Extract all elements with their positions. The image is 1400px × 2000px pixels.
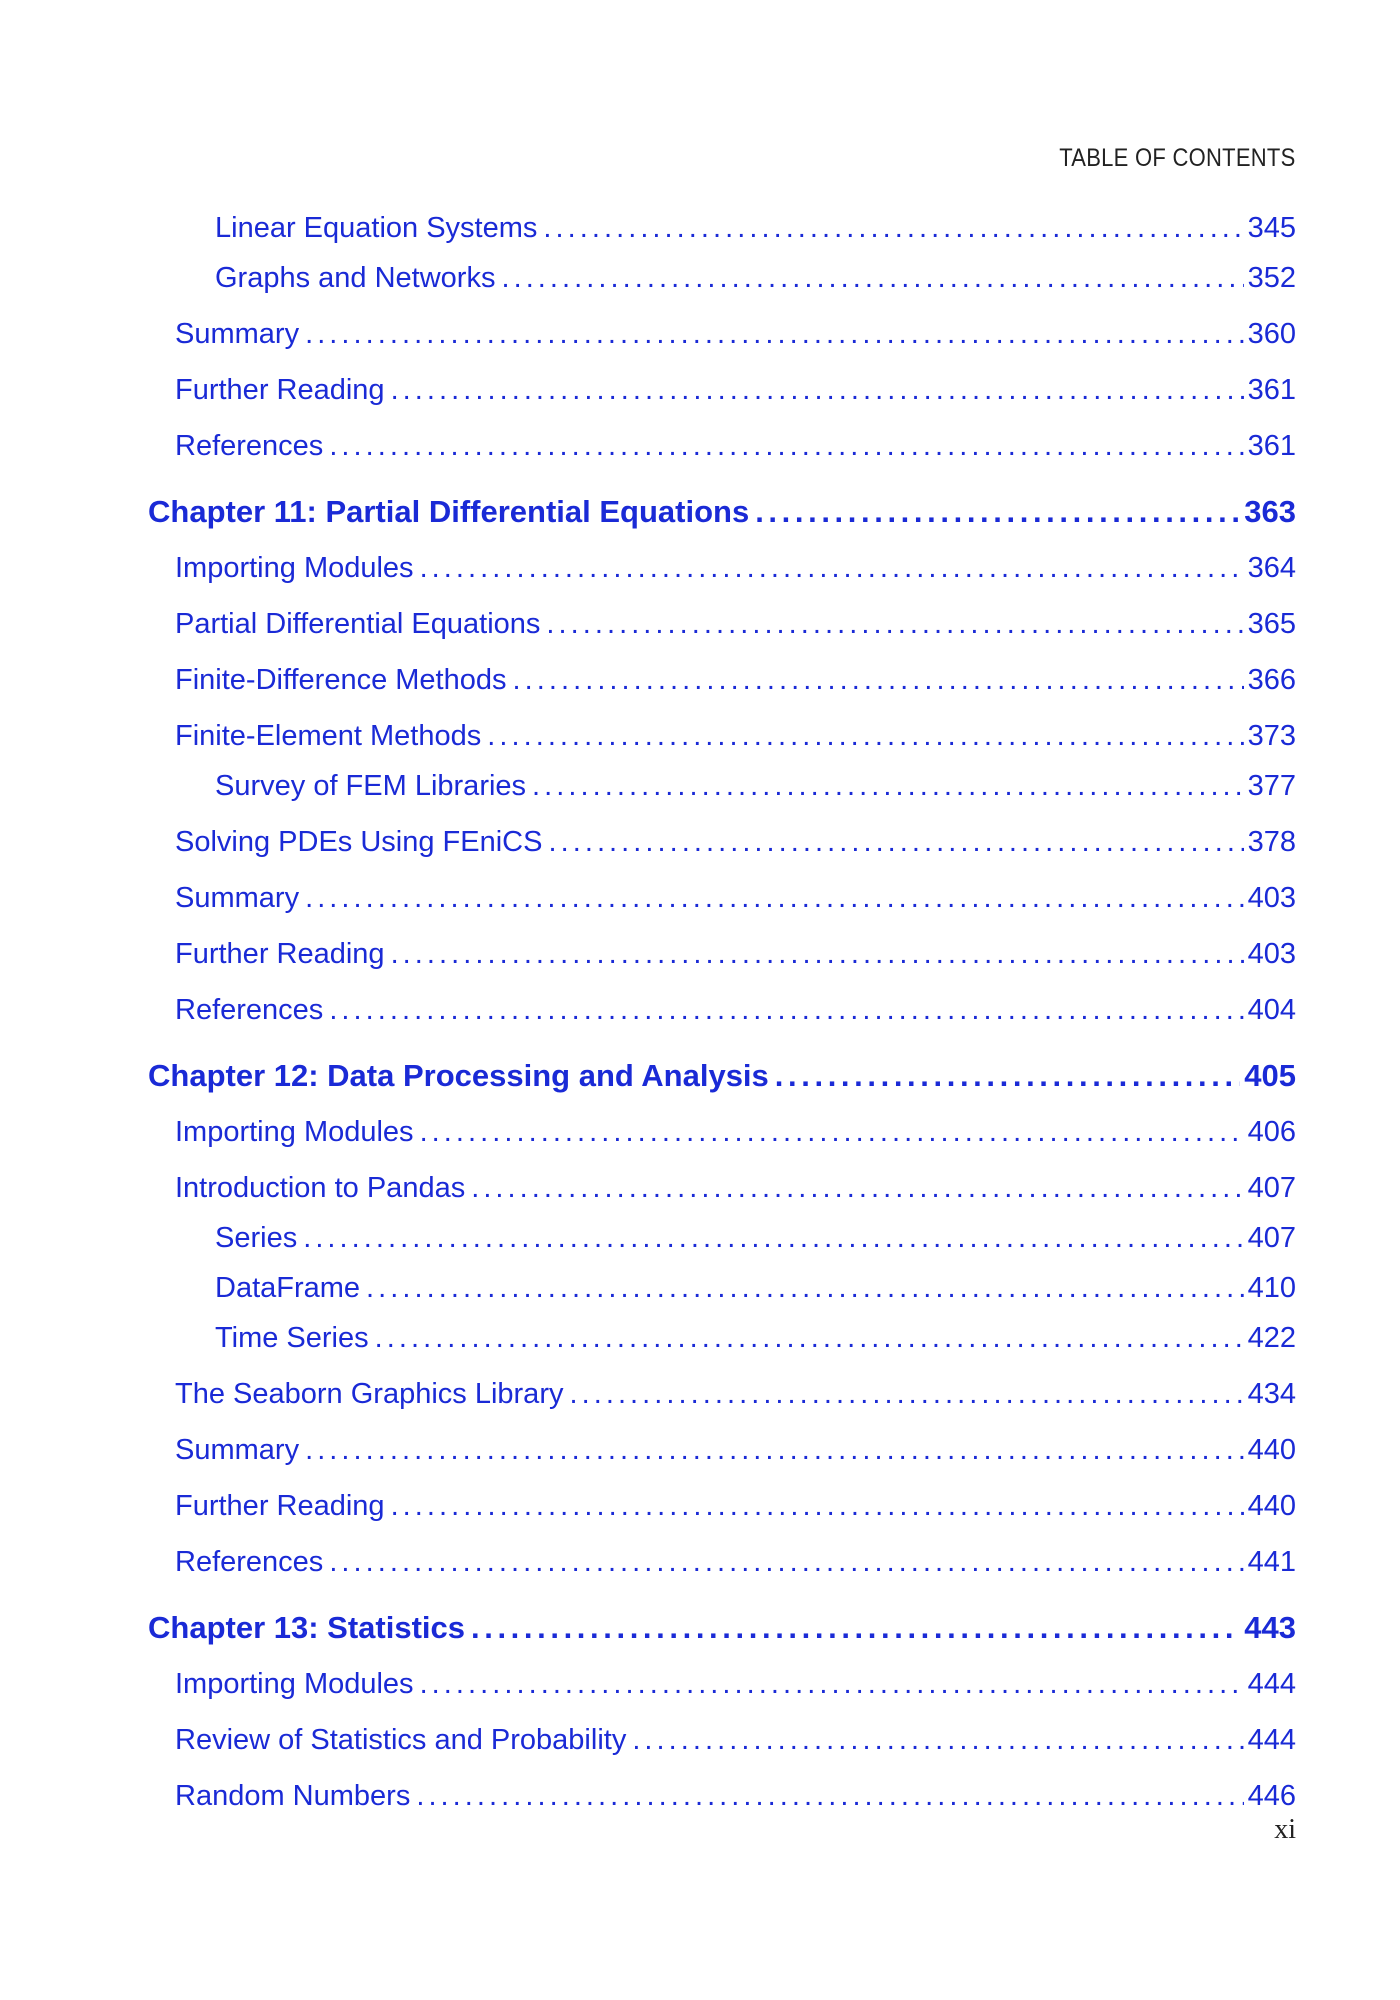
toc-entry-title: Summary <box>175 1434 300 1466</box>
toc-chapter-entry[interactable] <box>148 1610 1296 1646</box>
toc-entry-title: Chapter 12: Data Processing and Analysis <box>148 1058 769 1093</box>
toc-entry-title: Partial Differential Equations <box>175 608 541 640</box>
toc-dot-leader <box>471 1170 1243 1206</box>
toc-entry-title: Further Reading <box>175 938 385 970</box>
toc-section-entry[interactable] <box>175 1432 1296 1468</box>
toc-entry-page: 441 <box>1247 1546 1296 1578</box>
toc-entry-page: 373 <box>1247 720 1296 752</box>
toc-entry-title: DataFrame <box>215 1272 361 1304</box>
toc-entry-page: 407 <box>1247 1222 1296 1254</box>
toc-entry-page: 404 <box>1247 994 1296 1026</box>
toc-entry-page: 378 <box>1247 826 1296 858</box>
toc-subsection-entry[interactable] <box>215 1270 1296 1306</box>
toc-dot-leader <box>329 992 1243 1028</box>
toc-entry-page: 361 <box>1247 374 1296 406</box>
toc-section-entry[interactable] <box>175 550 1296 586</box>
toc-entry-page: 406 <box>1247 1116 1296 1148</box>
toc-dot-leader <box>391 936 1244 972</box>
toc-entry-page: 443 <box>1244 1610 1296 1645</box>
toc-dot-leader <box>420 1114 1244 1150</box>
toc-dot-leader <box>305 316 1244 352</box>
toc-dot-leader <box>632 1722 1243 1758</box>
toc-dot-leader <box>366 1270 1244 1306</box>
toc-entry-page: 444 <box>1247 1724 1296 1756</box>
toc-subsection-entry[interactable] <box>215 1220 1296 1256</box>
toc-entry-page: 360 <box>1247 318 1296 350</box>
page-number: xi <box>1274 1814 1296 1845</box>
toc-dot-leader <box>329 428 1243 464</box>
toc-entry-title: Review of Statistics and Probability <box>175 1724 627 1756</box>
toc-dot-leader <box>487 718 1243 754</box>
toc-chapter-entry[interactable] <box>148 494 1296 530</box>
toc-entry-title: Solving PDEs Using FEniCS <box>175 826 543 858</box>
toc-entry-title: Survey of FEM Libraries <box>215 770 527 802</box>
toc-dot-leader <box>501 260 1243 296</box>
toc-section-entry[interactable] <box>175 880 1296 916</box>
toc-entry-page: 434 <box>1247 1378 1296 1410</box>
toc-section-entry[interactable] <box>175 1778 1296 1814</box>
toc-entry-page: 403 <box>1247 882 1296 914</box>
toc-section-entry[interactable] <box>175 936 1296 972</box>
toc-entry-page: 410 <box>1247 1272 1296 1304</box>
toc-entry-page: 405 <box>1244 1058 1296 1093</box>
toc-entry-title: Finite-Element Methods <box>175 720 482 752</box>
toc-section-entry[interactable] <box>175 992 1296 1028</box>
toc-entry-title: Finite-Difference Methods <box>175 664 507 696</box>
toc-dot-leader <box>513 662 1244 698</box>
running-head: TABLE OF CONTENTS <box>1059 144 1296 172</box>
toc-entry-title: Linear Equation Systems <box>215 212 538 244</box>
toc-dot-leader <box>329 1544 1243 1580</box>
toc-entry-page: 444 <box>1247 1668 1296 1700</box>
toc-dot-leader <box>375 1320 1244 1356</box>
toc-section-entry[interactable] <box>175 428 1296 464</box>
toc-dot-leader <box>391 1488 1244 1524</box>
toc-section-entry[interactable] <box>175 1114 1296 1150</box>
toc-entry-page: 377 <box>1247 770 1296 802</box>
toc-entry-page: 407 <box>1247 1172 1296 1204</box>
toc-entry-page: 446 <box>1247 1780 1296 1812</box>
toc-section-entry[interactable] <box>175 1544 1296 1580</box>
toc-section-entry[interactable] <box>175 1666 1296 1702</box>
toc-section-entry[interactable] <box>175 824 1296 860</box>
toc-entry-title: Importing Modules <box>175 552 414 584</box>
toc-section-entry[interactable] <box>175 718 1296 754</box>
toc-dot-leader <box>305 880 1244 916</box>
toc-section-entry[interactable] <box>175 372 1296 408</box>
toc-section-entry[interactable] <box>175 1722 1296 1758</box>
toc-entry-page: 366 <box>1247 664 1296 696</box>
toc-entry-page: 352 <box>1247 262 1296 294</box>
toc-dot-leader <box>420 1666 1244 1702</box>
toc-entry-title: References <box>175 1546 324 1578</box>
toc-entry-title: Graphs and Networks <box>215 262 496 294</box>
toc-dot-leader <box>546 606 1243 642</box>
toc-dot-leader <box>420 550 1244 586</box>
toc-entry-title: Summary <box>175 882 300 914</box>
toc-dot-leader <box>548 824 1243 860</box>
toc-entry-title: Chapter 13: Statistics <box>148 1610 465 1645</box>
toc-entry-title: Introduction to Pandas <box>175 1172 466 1204</box>
toc-chapter-entry[interactable] <box>148 1058 1296 1094</box>
toc-entry-page: 363 <box>1244 494 1296 529</box>
toc-entry-page: 440 <box>1247 1490 1296 1522</box>
toc-entry-title: Summary <box>175 318 300 350</box>
toc-entry-page: 440 <box>1247 1434 1296 1466</box>
toc-dot-leader <box>416 1778 1243 1814</box>
toc-subsection-entry[interactable] <box>215 768 1296 804</box>
toc-dot-leader <box>755 494 1240 530</box>
toc-entry-title: Chapter 11: Partial Differential Equations <box>148 494 750 529</box>
toc-subsection-entry[interactable] <box>215 210 1296 246</box>
toc-entry-title: Importing Modules <box>175 1668 414 1700</box>
toc-entry-title: References <box>175 430 324 462</box>
toc-dot-leader <box>543 210 1243 246</box>
toc-section-entry[interactable] <box>175 1376 1296 1412</box>
toc-dot-leader <box>391 372 1244 408</box>
toc-dot-leader <box>532 768 1244 804</box>
toc-entry-page: 422 <box>1247 1322 1296 1354</box>
toc-entry-title: Further Reading <box>175 374 385 406</box>
toc-subsection-entry[interactable] <box>215 260 1296 296</box>
toc-entry-title: References <box>175 994 324 1026</box>
toc-entry-title: The Seaborn Graphics Library <box>175 1378 564 1410</box>
toc-entry-page: 365 <box>1247 608 1296 640</box>
toc-section-entry[interactable] <box>175 316 1296 352</box>
toc-entry-page: 361 <box>1247 430 1296 462</box>
toc-entry-title: Series <box>215 1222 298 1254</box>
toc-dot-leader <box>775 1058 1240 1094</box>
toc-section-entry[interactable] <box>175 606 1296 642</box>
toc-dot-leader <box>303 1220 1243 1256</box>
toc-entry-page: 345 <box>1247 212 1296 244</box>
toc-subsection-entry[interactable] <box>215 1320 1296 1356</box>
toc-section-entry[interactable] <box>175 1488 1296 1524</box>
toc-dot-leader <box>305 1432 1244 1468</box>
toc-entry-title: Further Reading <box>175 1490 385 1522</box>
toc-section-entry[interactable] <box>175 662 1296 698</box>
toc-section-entry[interactable] <box>175 1170 1296 1206</box>
toc-entry-title: Importing Modules <box>175 1116 414 1148</box>
toc-dot-leader <box>471 1610 1240 1646</box>
toc-dot-leader <box>569 1376 1243 1412</box>
toc-entry-title: Time Series <box>215 1322 369 1354</box>
toc-entry-page: 403 <box>1247 938 1296 970</box>
toc-entry-title: Random Numbers <box>175 1780 411 1812</box>
toc-entry-page: 364 <box>1247 552 1296 584</box>
